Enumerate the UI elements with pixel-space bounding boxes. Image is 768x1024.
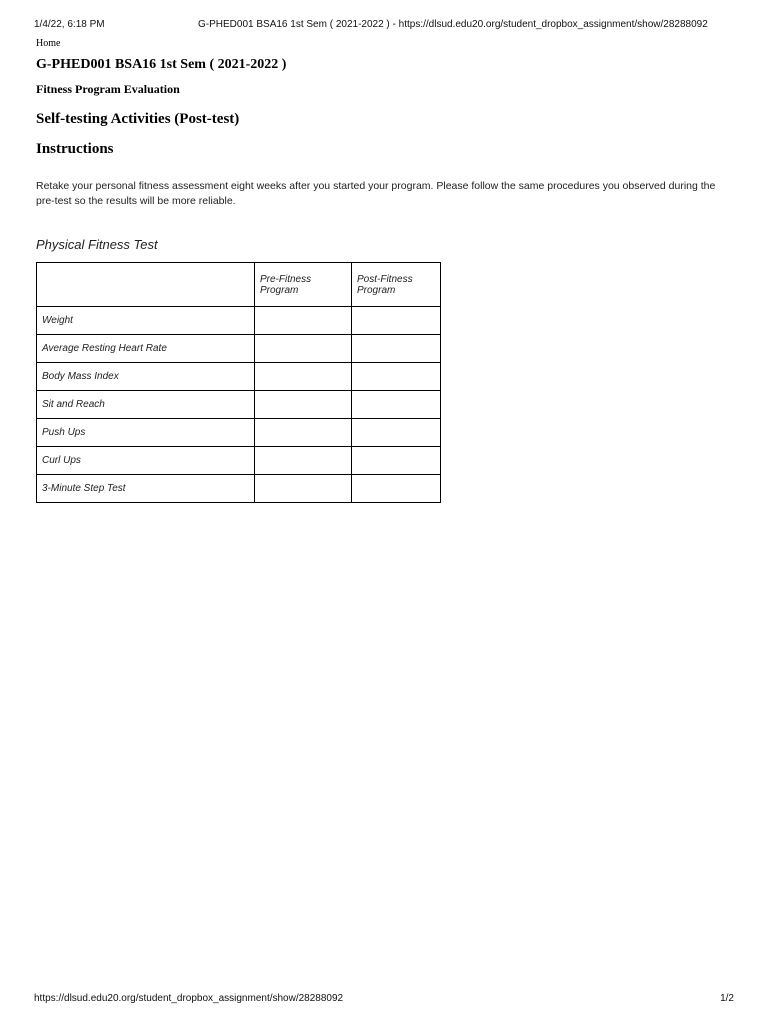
post-fitness-cell (352, 307, 441, 335)
page-number: 1/2 (720, 993, 734, 1004)
fitness-table-caption: Physical Fitness Test (36, 237, 158, 252)
pre-fitness-cell (255, 447, 352, 475)
pre-fitness-cell (255, 475, 352, 503)
breadcrumb-home-link[interactable]: Home (36, 38, 61, 49)
table-row (37, 335, 441, 363)
fitness-test-table (36, 262, 441, 503)
pre-fitness-cell (255, 391, 352, 419)
course-title: G-PHED001 BSA16 1st Sem ( 2021-2022 ) (36, 57, 287, 72)
row-label: Curl Ups (37, 447, 255, 475)
row-label: Body Mass Index (37, 363, 255, 391)
table-row (37, 419, 441, 447)
table-row (37, 391, 441, 419)
instructions-text: Retake your personal fitness assessment eight weeks after you started your program. Please follow the same procedures you observed during the pre-test so the results will be more reliable. (36, 180, 716, 207)
table-row (37, 475, 441, 503)
instructions-heading: Instructions (36, 141, 114, 157)
table-header-row (37, 263, 441, 307)
row-label: 3-Minute Step Test (37, 475, 255, 503)
print-footer-url: https://dlsud.edu20.org/student_dropbox_assignment/show/28288092 (34, 993, 344, 1004)
row-label: Push Ups (37, 419, 255, 447)
post-fitness-cell (352, 363, 441, 391)
row-label: Sit and Reach (37, 391, 255, 419)
print-footer (34, 993, 734, 1007)
post-fitness-cell (352, 475, 441, 503)
pre-fitness-cell (255, 363, 352, 391)
row-label: Average Resting Heart Rate (37, 335, 255, 363)
table-row (37, 307, 441, 335)
post-fitness-cell (352, 419, 441, 447)
row-label: Weight (37, 307, 255, 335)
activity-title: Fitness Program Evaluation (36, 82, 180, 96)
pre-fitness-cell (255, 419, 352, 447)
table-row (37, 363, 441, 391)
header-cell-pre-fitness: Pre-Fitness Program (255, 263, 352, 307)
pre-fitness-cell (255, 335, 352, 363)
post-fitness-cell (352, 447, 441, 475)
print-header (34, 19, 734, 33)
print-page-title: G-PHED001 BSA16 1st Sem ( 2021-2022 ) - https://dlsud.edu20.org/student_dropbox_assignment/show/28288092 (198, 19, 708, 30)
post-fitness-cell (352, 335, 441, 363)
post-fitness-cell (352, 391, 441, 419)
table-row (37, 447, 441, 475)
section-title: Self-testing Activities (Post-test) (36, 111, 240, 127)
header-cell-post-fitness: Post-Fitness Program (352, 263, 441, 307)
pre-fitness-cell (255, 307, 352, 335)
header-cell-label (37, 263, 255, 307)
print-date: 1/4/22, 6:18 PM (34, 19, 105, 30)
